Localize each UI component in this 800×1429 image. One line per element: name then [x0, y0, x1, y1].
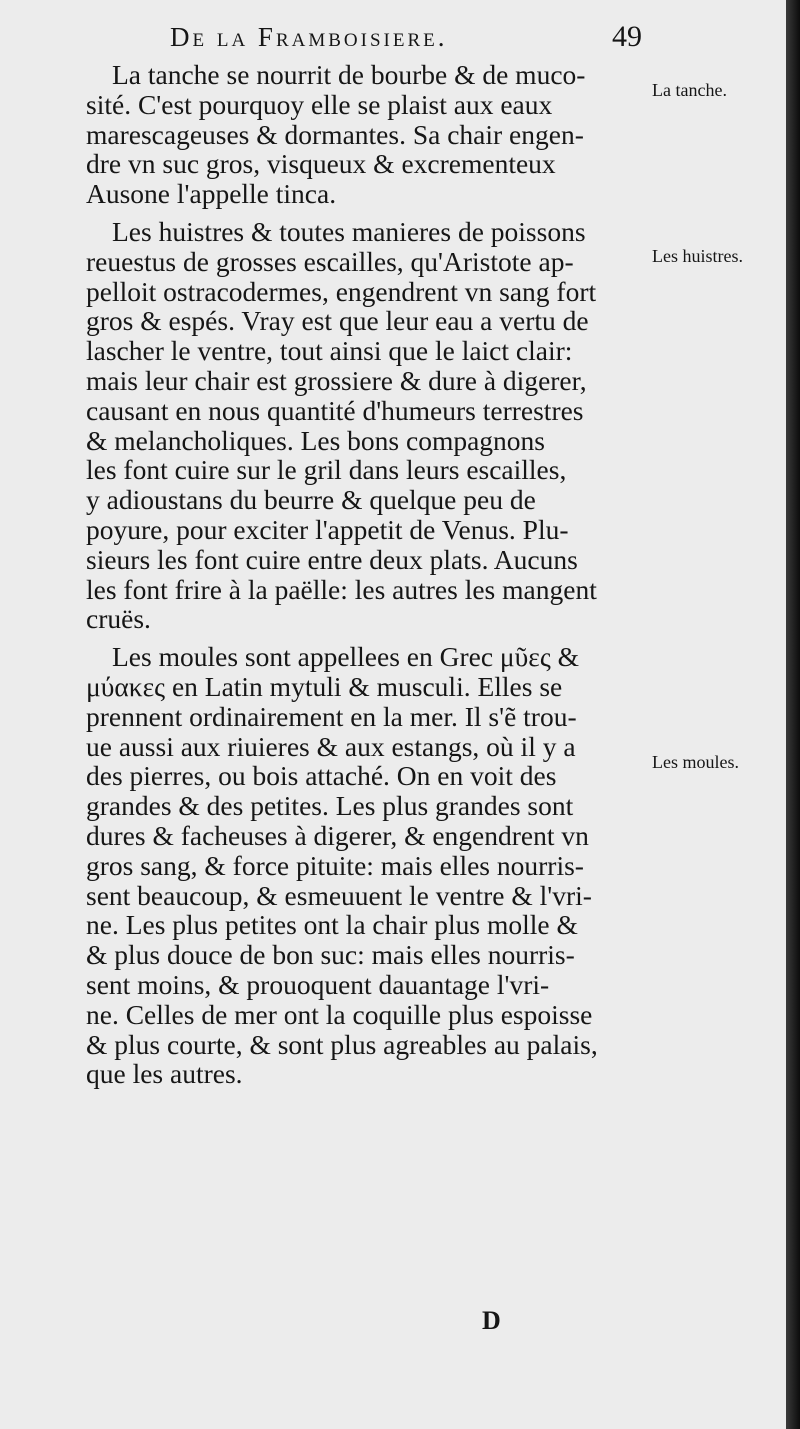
text-line: Les moules sont appellees en Grec μῦες & — [112, 641, 579, 673]
text-line: dre vn suc gros, visqueux & excrementeux — [86, 148, 556, 180]
text-line: grandes & des petites. Les plus grandes sont — [86, 790, 574, 822]
text-line: ne. Les plus petites ont la chair plus molle & — [86, 909, 578, 941]
running-head: De la Framboisiere. — [170, 22, 448, 52]
text-line: cruës. — [86, 603, 151, 635]
text-line: marescageuses & dormantes. Sa chair engen- — [86, 118, 584, 150]
text-line: des pierres, ou bois attaché. On en voit des — [86, 760, 557, 792]
paragraph-huistres — [86, 217, 646, 634]
margin-note-moules: Les moules. — [652, 752, 739, 772]
text-line: La tanche se nourrit de bourbe & de muco- — [112, 59, 586, 90]
page-edge-shadow — [786, 0, 800, 1429]
text-line: & plus douce de bon suc: mais elles nourris- — [86, 939, 575, 971]
text-line: gros & espés. Vray est que leur eau a vertu de — [86, 305, 589, 337]
text-line: sieurs les font cuire entre deux plats. Aucuns — [86, 543, 578, 575]
text-line: μύακες en Latin mytuli & musculi. Elles se — [86, 670, 563, 702]
text-line: ne. Celles de mer ont la coquille plus espoisse — [86, 998, 593, 1030]
page-number: 49 — [612, 20, 642, 53]
text-line: causant en nous quantité d'humeurs terrestres — [86, 394, 584, 426]
text-line: mais leur chair est grossiere & dure à digerer, — [86, 364, 587, 396]
text-line: prennent ordinairement en la mer. Il s'ẽ trou- — [86, 700, 577, 732]
text-line: y adioustans du beurre & quelque peu de — [86, 484, 536, 516]
margin-note-tanche: La tanche. — [652, 80, 727, 100]
text-line: pelloit ostracodermes, engendrent vn sang fort — [86, 275, 597, 307]
paragraph-tanche — [86, 60, 646, 209]
text-line: reuestus de grosses escailles, qu'Aristote ap- — [86, 245, 574, 277]
text-line: les font cuire sur le gril dans leurs escailles, — [86, 454, 567, 486]
page-header — [170, 20, 650, 60]
text-line: ue aussi aux riuieres & aux estangs, où il y a — [86, 730, 576, 762]
paragraph-moules — [86, 642, 646, 1089]
text-line: & plus courte, & sont plus agreables au palais, — [86, 1028, 598, 1060]
signature-mark: D — [482, 1306, 501, 1335]
text-line: poyure, pour exciter l'appetit de Venus. Plu- — [86, 513, 569, 545]
margin-note-huistres: Les huistres. — [652, 246, 743, 266]
text-line: les font frire à la paëlle: les autres les mangent — [86, 573, 597, 605]
text-line: Ausone l'appelle tinca. — [86, 178, 337, 210]
text-line: dures & facheuses à digerer, & engendrent vn — [86, 819, 589, 851]
text-line: gros sang, & force pituite: mais elles nourris- — [86, 849, 584, 881]
text-line: lascher le ventre, tout ainsi que le laict clair: — [86, 335, 573, 367]
text-line: sent beaucoup, & esmeuuent le ventre & l'vri- — [86, 879, 592, 911]
text-line: sent moins, & prouoquent dauantage l'vri- — [86, 968, 550, 1000]
text-line: sité. C'est pourquoy elle se plaist aux eaux — [86, 88, 553, 120]
text-line: & melancholiques. Les bons compagnons — [86, 424, 546, 456]
text-line: que les autres. — [86, 1058, 243, 1090]
body-text — [86, 60, 646, 1097]
text-line: Les huistres & toutes manieres de poissons — [112, 215, 586, 247]
